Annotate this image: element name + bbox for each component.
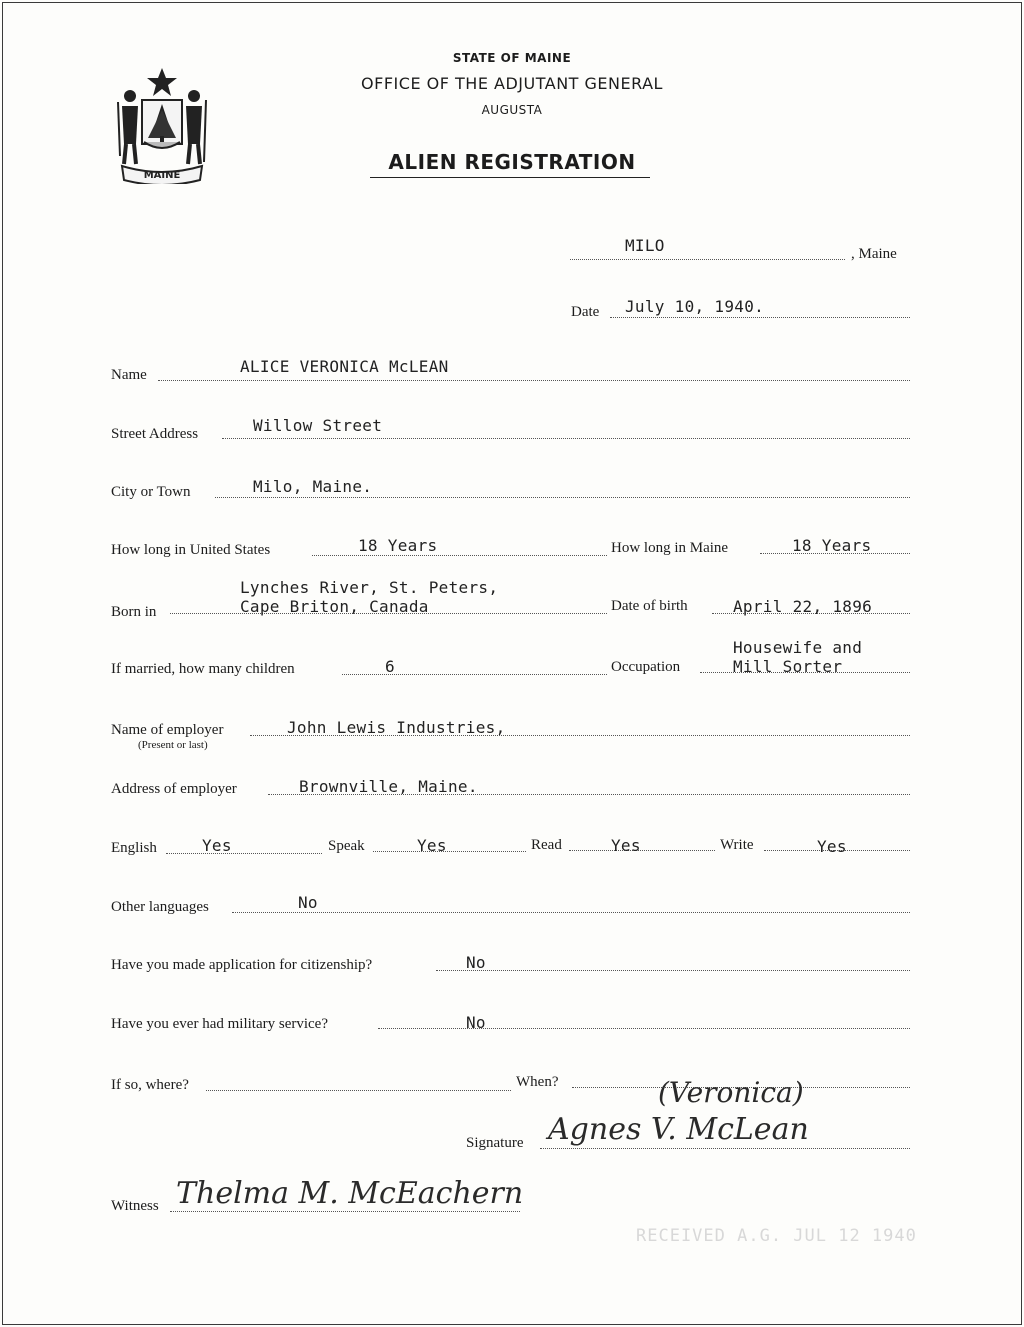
witness-line <box>170 1211 520 1212</box>
children-value: 6 <box>385 657 395 676</box>
read-line <box>569 850 715 851</box>
where-line <box>206 1090 511 1091</box>
maine-suffix-label: , Maine <box>851 246 897 262</box>
born-in-value-line2: Cape Briton, Canada <box>240 597 429 616</box>
born-in-label: Born in <box>111 604 157 620</box>
witness-label: Witness <box>111 1198 159 1214</box>
occupation-value-line1: Housewife and <box>733 638 863 657</box>
speak-label: Speak <box>328 838 365 854</box>
write-label: Write <box>720 837 754 853</box>
read-label: Read <box>531 837 562 853</box>
seal-text: MAINE <box>143 170 181 181</box>
name-value: ALICE VERONICA McLEAN <box>240 357 449 376</box>
employer-address-value: Brownville, Maine. <box>299 777 478 796</box>
employer-note: (Present or last) <box>138 739 208 751</box>
name-line <box>158 380 910 381</box>
city-or-town-value: Milo, Maine. <box>253 477 373 496</box>
employer-label: Name of employer <box>111 722 224 738</box>
date-label: Date <box>571 304 600 320</box>
how-long-maine-value: 18 Years <box>792 536 872 555</box>
date-line <box>610 317 910 318</box>
military-value: No <box>466 1013 486 1032</box>
how-long-us-line <box>312 555 607 556</box>
occupation-label: Occupation <box>611 659 681 675</box>
name-label: Name <box>111 367 147 383</box>
signature-label: Signature <box>466 1135 524 1151</box>
signature-line <box>540 1148 910 1149</box>
speak-value: Yes <box>417 836 447 855</box>
city-or-town-line <box>215 497 910 498</box>
citizenship-value: No <box>466 953 486 972</box>
city-heading: AUGUSTA <box>481 103 543 117</box>
read-value: Yes <box>611 836 641 855</box>
born-in-value-line1: Lynches River, St. Peters, <box>240 578 499 597</box>
other-languages-value: No <box>298 893 318 912</box>
how-long-us-value: 18 Years <box>358 536 438 555</box>
town-value: MILO <box>625 236 665 255</box>
citizenship-line <box>436 970 910 971</box>
where-label: If so, where? <box>111 1077 189 1093</box>
occupation-value-line2: Mill Sorter <box>733 657 843 676</box>
date-of-birth-label: Date of birth <box>611 598 688 614</box>
street-address-line <box>222 438 910 439</box>
citizenship-label: Have you made application for citizenship? <box>111 957 373 973</box>
other-languages-line <box>232 912 910 913</box>
other-languages-label: Other languages <box>111 899 209 915</box>
page-title: ALIEN REGISTRATION <box>388 150 636 174</box>
speak-line <box>373 851 526 852</box>
title-underline <box>370 177 650 178</box>
street-address-label: Street Address <box>111 426 199 442</box>
state-heading: STATE OF MAINE <box>452 51 572 65</box>
street-address-value: Willow Street <box>253 416 383 435</box>
military-label: Have you ever had military service? <box>111 1016 328 1032</box>
town-line <box>570 259 845 260</box>
english-value: Yes <box>202 836 232 855</box>
employer-address-label: Address of employer <box>111 781 237 797</box>
received-stamp: RECEIVED A.G. JUL 12 1940 <box>636 1226 917 1246</box>
city-or-town-label: City or Town <box>111 484 191 500</box>
date-of-birth-value: April 22, 1896 <box>733 597 873 616</box>
english-line <box>166 853 322 854</box>
english-label: English <box>111 840 157 856</box>
office-heading: OFFICE OF THE ADJUTANT GENERAL <box>361 74 663 93</box>
signature-value: Agnes V. McLean <box>548 1112 809 1147</box>
how-long-maine-label: How long in Maine <box>611 540 729 556</box>
children-line <box>342 674 607 675</box>
when-label: When? <box>516 1074 559 1090</box>
date-value: July 10, 1940. <box>625 297 765 316</box>
military-line <box>378 1028 910 1029</box>
signature-note: (Veronica) <box>658 1076 804 1109</box>
how-long-us-label: How long in United States <box>111 542 271 558</box>
witness-value: Thelma M. McEachern <box>176 1176 524 1211</box>
write-value: Yes <box>817 837 847 856</box>
children-label: If married, how many children <box>111 661 295 677</box>
employer-value: John Lewis Industries, <box>287 718 506 737</box>
